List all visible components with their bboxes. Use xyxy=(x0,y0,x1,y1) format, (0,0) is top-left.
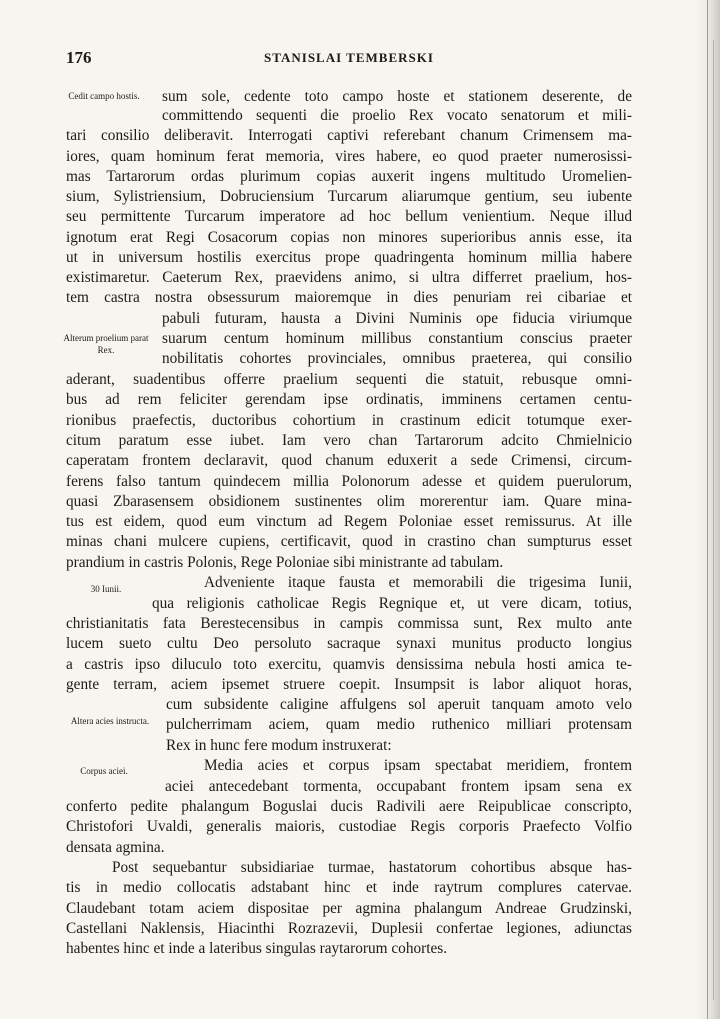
text-line: qua religionis catholicae Regis Regnique et, ut vere dicam, totius, xyxy=(152,595,632,612)
margin-note: Alterum proelium parat Rex. xyxy=(63,333,149,355)
page-edge xyxy=(696,0,720,1019)
text-line: ut in universum hostilis exercitus prope quadringenta hominum millia habere xyxy=(66,249,632,266)
text-line: ignotum erat Regi Cosacorum copias non minores superioribus annis esse, ita xyxy=(66,229,632,246)
text-line: Christofori Uvaldi, generalis maioris, custodiae Regis corporis Praefecto Volfio xyxy=(66,818,632,835)
text-line: cum subsidente caligine affulgens sol aperuit tanquam amoto velo xyxy=(166,696,632,713)
running-header xyxy=(66,48,632,70)
margin-note: Altera acies instructa. xyxy=(70,716,150,726)
text-line: tem castra nostra obsessurum maioremque in dies penuriam rei cibariae et xyxy=(66,289,632,306)
page-edge-line xyxy=(707,0,708,1019)
running-title: STANISLAI TEMBERSKI xyxy=(264,50,434,65)
margin-note: Corpus aciei. xyxy=(80,766,128,776)
text-line: conferto pedite phalangum Boguslai ducis Radivili aere Reipublicae conscripto, xyxy=(66,798,632,815)
text-line: minas chani mulcere cupiens, certificavit, quod in crastino chan sumpturus esset xyxy=(66,533,632,550)
text-line: tus est eidem, quod eum vinctum ad Regem Poloniae esset remissurus. At ille xyxy=(66,513,632,530)
text-line: quasi Zbarasensem obsidionem sustinentes olim morerentur iam. Quare mina- xyxy=(66,493,632,510)
text-line: caperatam frontem declaravit, quod chanum eduxerit a sede Crimensi, circum- xyxy=(66,452,632,469)
text-line: sum sole, cedente toto campo hoste et stationem deserente, de xyxy=(162,88,632,105)
text-line: citum paratum esse iubet. Iam vero chan Tartarorum adcito Chmielnicio xyxy=(66,432,632,449)
text-line: Media acies et corpus ipsam spectabat meridiem, frontem xyxy=(204,757,632,774)
text-line: Post sequebantur subsidiariae turmae, hastatorum cohortibus absque has- xyxy=(112,859,632,876)
text-line: rionibus praefectis, ductoribus cohortium in crastinum edicit totumque exer- xyxy=(66,412,632,429)
text-line: nobilitatis cohortes provinciales, omnibus praeterea, qui consilio xyxy=(162,350,632,367)
margin-note: 30 Iunii. xyxy=(90,584,122,594)
text-line: ferens falso tantum quindecem millia Polonorum adesse et quidem puerulorum, xyxy=(66,473,632,490)
text-line: Claudebant totam aciem dispositae per agmina phalangum Andreae Grudzinski, xyxy=(66,900,632,917)
text-line: prandium in castris Polonis, Rege Poloniae sibi ministrante ad tabulam. xyxy=(66,554,504,571)
text-line: tari consilio deliberavit. Interrogati captivi referebant chanum Crimensem ma- xyxy=(66,127,632,144)
text-line: habentes hinc et inde a lateribus singulas raytarorum cohortes. xyxy=(66,940,448,957)
page-number: 176 xyxy=(66,48,92,67)
text-line: Adveniente itaque fausta et memorabili die trigesima Iunii, xyxy=(204,574,632,591)
text-line: lucem sueto cultu Deo persoluto sacraque synaxi munitus producto longius xyxy=(66,635,632,652)
text-line: pulcherrimam aciem, quam medio ruthenico milliari protensam xyxy=(166,716,632,733)
text-line: bus ad rem feliciter gerendam ipse ordinatis, imminens certamen centu- xyxy=(66,391,632,408)
text-line: seu permittente Turcarum imperatore ad hoc bellum venientium. Neque illud xyxy=(66,208,632,225)
text-line: a castris ipso diluculo toto exercitu, quamvis densissima nebula hosti amica te- xyxy=(66,656,632,673)
text-line: tis in medio collocatis adstabant hinc et inde raytrum complures catervae. xyxy=(66,879,632,896)
margin-note: Cedit campo hostis. xyxy=(68,91,140,101)
text-line: committendo sequenti die proelio Rex vocato senatorum et mili- xyxy=(162,107,632,124)
text-line: existimaretur. Caeterum Rex, praevidens animo, si ultra differret praelium, hos- xyxy=(66,269,632,286)
text-line: suarum centum hominum millibus constantium conscius praeter xyxy=(162,330,632,347)
text-line: christianitatis fata Berestecensibus in campis commissa sunt, Rex multo ante xyxy=(66,615,632,632)
text-line: aciei antecedebant tormenta, occupabant frontem ipsam sena ex xyxy=(165,778,632,795)
text-line: Rex in hunc fere modum instruxerat: xyxy=(166,737,392,754)
text-line: densata agmina. xyxy=(66,839,165,856)
text-line: iores, quam hominum ferat memoria, vires habere, eo quod praeter numerosissi- xyxy=(66,148,632,165)
text-line: gente terram, aciem ipsemet struere coepit. Insumpsit is labor aliquot horas, xyxy=(66,676,632,693)
page-edge-line-inner xyxy=(713,40,714,1000)
text-line: sium, Sylistriensium, Dobruciensium Turcarum aliarumque gentium, seu iubente xyxy=(66,188,632,205)
text-line: Castellani Naklensis, Hiacinthi Rozrazevii, Duplesii confertae legiones, adiunctas xyxy=(66,920,632,937)
text-line: mas Tartarorum ordas plurimum copias auxerit ingens multitudo Uromelien- xyxy=(66,168,632,185)
text-line: pabuli futuram, hausta a Divini Numinis ope fiducia viriumque xyxy=(162,310,632,327)
text-line: aderant, suadentibus offerre praelium sequenti die statuit, rebusque omni- xyxy=(66,371,632,388)
